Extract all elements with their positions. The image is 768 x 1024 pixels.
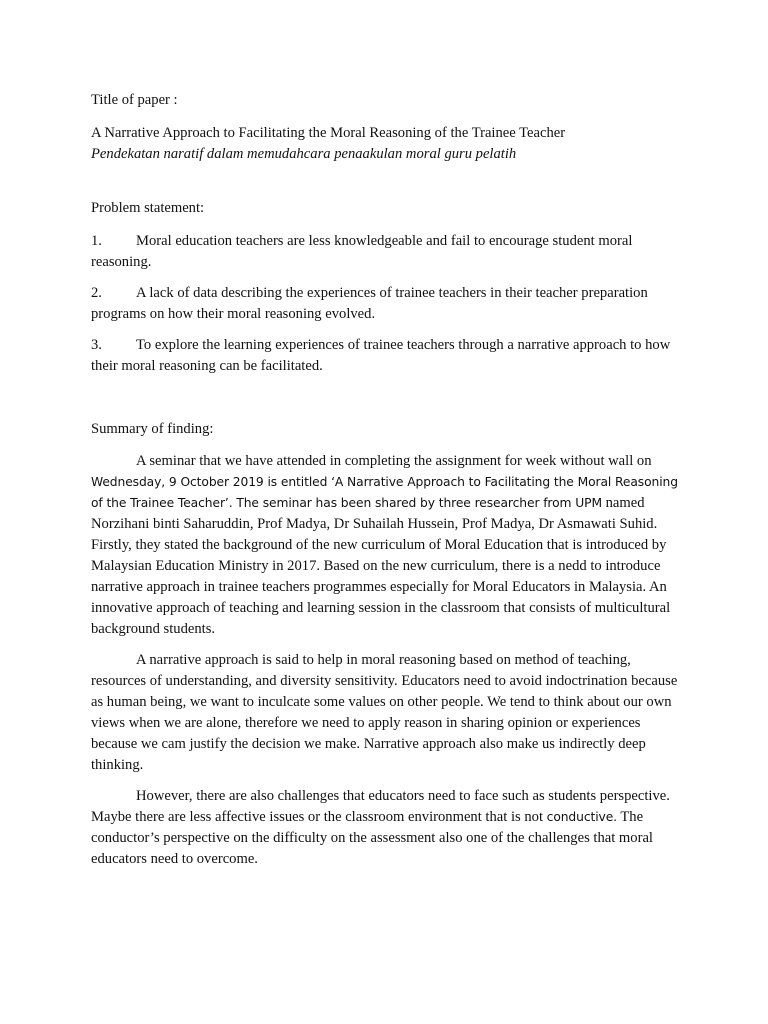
summary-p1-text-b: Wednesday, 9 October 2019 is entitled ‘A Narrative Approach to Facilitating the Moral Reasoning of the Trainee Teacher’. The seminar has been shared by three researcher from UPM bbox=[91, 475, 678, 510]
summary-p3-text-b: conductive. bbox=[546, 810, 617, 824]
summary-p3-text-a: However, there are also challenges that educators need to face such as students perspective. Maybe there are less affective issues or the classroom environment that is not bbox=[91, 788, 670, 825]
summary-p1-text-c: named Norzihani binti Saharuddin, Prof Madya, Dr Suhailah Hussein, Prof Madya, Dr Asmawati Suhid. Firstly, they stated the background of the new curriculum of Moral Education that is introduced by Malaysian Education Ministry in 2017. Based on the new curriculum, there is a nedd to introduce narrative approach in trainee teachers programmes especially for Moral Educators in Malaysia. An innovative approach of teaching and learning session in the classroom that consists of multicultural background students. bbox=[91, 495, 671, 637]
summary-p1-text-a: A seminar that we have attended in completing the assignment for week without wall on bbox=[136, 453, 652, 469]
problem-item-number: 1. bbox=[91, 233, 102, 249]
paper-title-english: A Narrative Approach to Facilitating the Moral Reasoning of the Trainee Teacher bbox=[91, 125, 566, 141]
problem-statement-heading: Problem statement: bbox=[91, 200, 205, 216]
problem-item-text: A lack of data describing the experiences of trainee teachers in their teacher preparation programs on how their moral reasoning evolved. bbox=[91, 285, 648, 322]
problem-item-text: Moral education teachers are less knowledgeable and fail to encourage student moral reasoning. bbox=[91, 233, 633, 270]
paper-title-malay: Pendekatan naratif dalam memudahcara penaakulan moral guru pelatih bbox=[91, 146, 517, 162]
document-body bbox=[91, 90, 683, 880]
summary-paragraph-2: A narrative approach is said to help in moral reasoning based on method of teaching, resources of understanding, and diversity sensitivity. Educators need to avoid indoctrination because as human being, we want to inculcate some values on other people. We tend to think about our own views when we are alone, therefore we need to apply reason in sharing opinion or experiences because we cam justify the decision we make. Narrative approach also make us indirectly deep thinking. bbox=[91, 652, 678, 773]
problem-item-text: To explore the learning experiences of trainee teachers through a narrative approach to how their moral reasoning can be facilitated. bbox=[91, 337, 671, 374]
title-label: Title of paper : bbox=[91, 92, 178, 108]
summary-heading: Summary of finding: bbox=[91, 421, 214, 437]
problem-item-number: 3. bbox=[91, 337, 102, 353]
problem-item bbox=[91, 231, 683, 273]
problem-statement-list bbox=[91, 231, 683, 377]
problem-item bbox=[91, 335, 683, 377]
summary-paragraph-1 bbox=[91, 451, 683, 640]
problem-item-number: 2. bbox=[91, 285, 102, 301]
problem-item bbox=[91, 283, 683, 325]
summary-paragraph-3 bbox=[91, 786, 683, 870]
summary-p3-text-c: The conductor’s perspective on the difficulty on the assessment also one of the challenges that moral educators need to overcome. bbox=[91, 809, 653, 867]
